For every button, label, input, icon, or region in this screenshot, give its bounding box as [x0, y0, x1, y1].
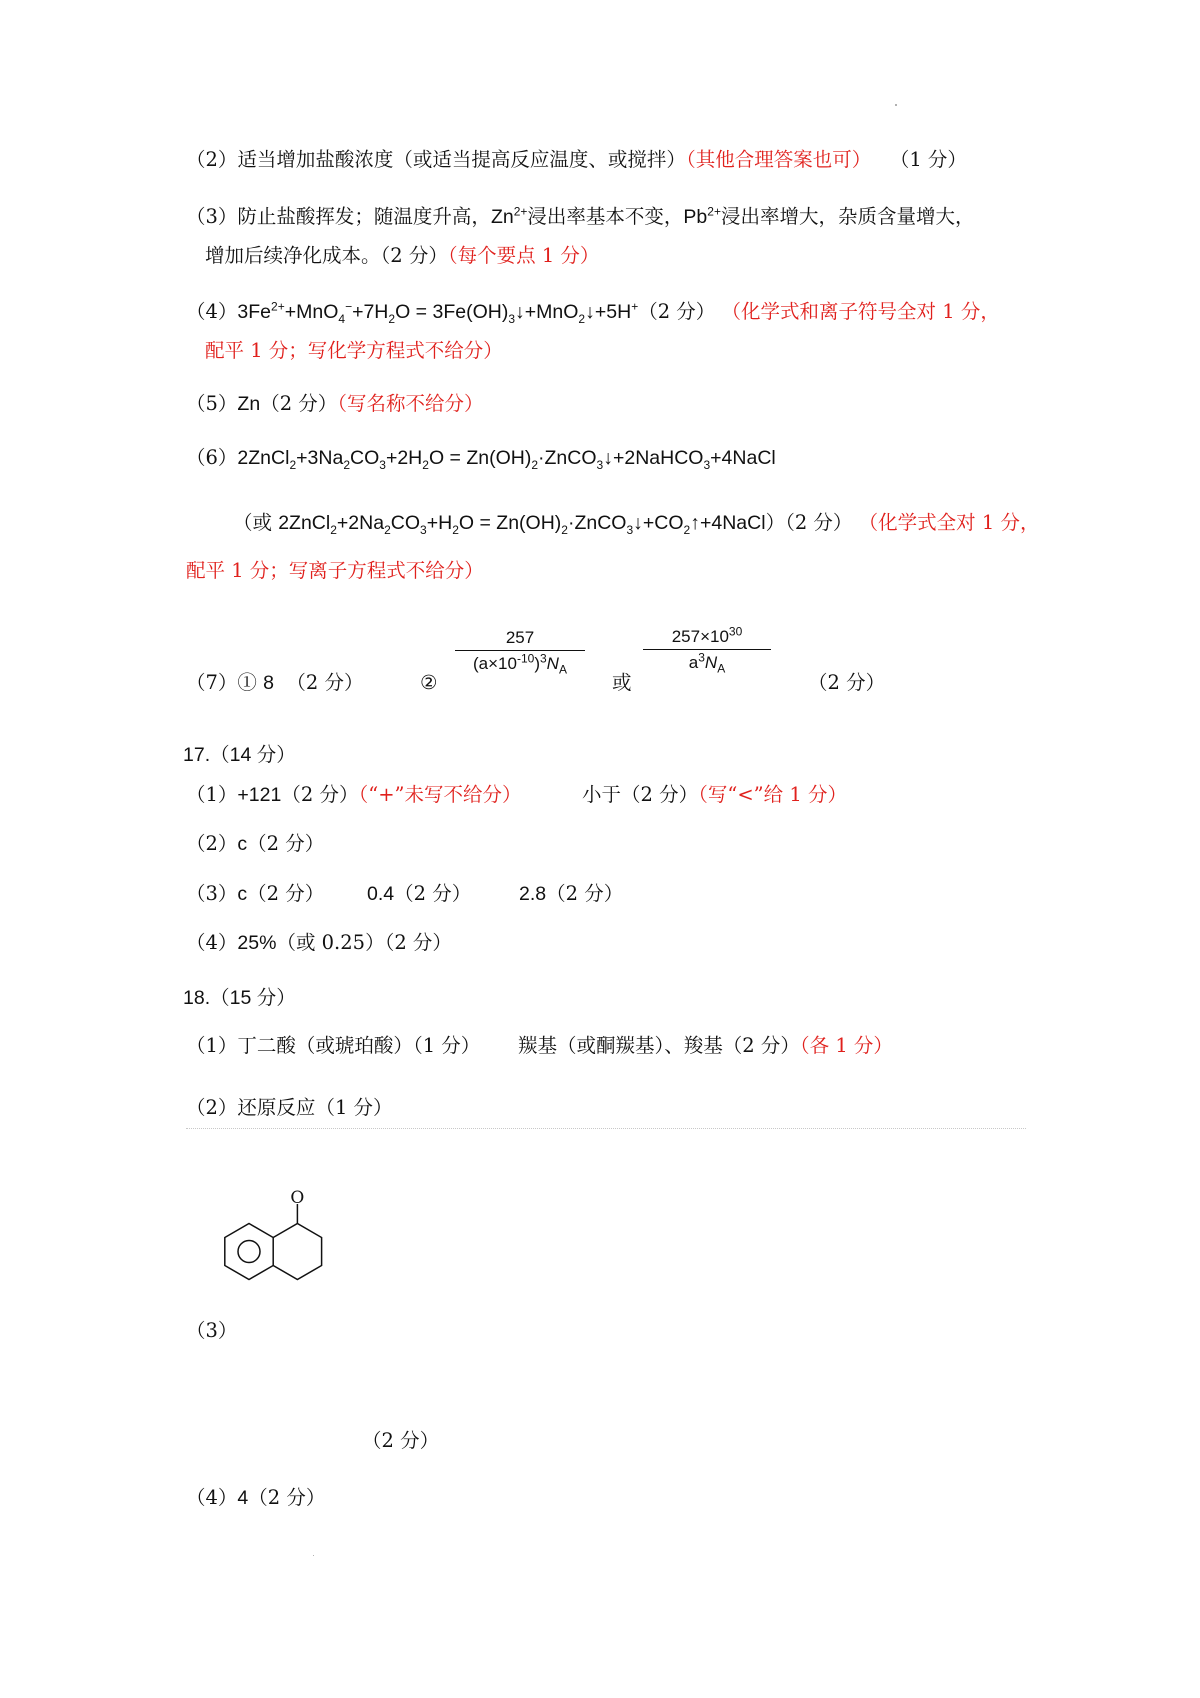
answer-text: 防止盐酸挥发；随温度升高，	[237, 205, 491, 228]
item-number: （7）	[186, 671, 238, 694]
score: （1 分）	[889, 148, 967, 171]
answer-text: 丁二酸（或琥珀酸）	[237, 1034, 413, 1057]
q16-part3-line2	[205, 242, 599, 270]
answer-value: c	[237, 883, 248, 905]
denominator: $a^3N_A$	[688, 650, 726, 676]
oxygen-atom-label: O	[290, 1188, 305, 1208]
tetralone-structure-diagram	[220, 1188, 370, 1314]
item-number: （5）	[186, 392, 238, 415]
item-number: （3）	[186, 205, 238, 228]
answer-value: 0.4	[367, 883, 395, 905]
q18-part3-num	[186, 1317, 237, 1345]
grading-note: 配平 1 分；写化学方程式不给分）	[205, 339, 503, 362]
q16-part4-line1	[186, 298, 1000, 326]
item-number: （4）	[186, 931, 238, 954]
answer-text: 小于	[582, 783, 622, 806]
q17-part1	[186, 781, 522, 809]
item-number: （6）	[186, 446, 238, 469]
answer-text: （或	[233, 511, 279, 534]
q16-part7-score2	[808, 669, 885, 697]
answer-value: 2.8	[519, 883, 547, 905]
answer-text: 增加后续净化成本。	[205, 244, 381, 267]
score: （2 分）	[362, 1429, 440, 1452]
q17-part1-b	[582, 781, 847, 809]
tetralone-skeleton	[225, 1204, 322, 1280]
score: （2 分）	[380, 244, 448, 267]
item-number: （4）	[186, 300, 238, 323]
q16-part7-or	[612, 669, 632, 697]
grading-note: （每个要点 1 分）	[447, 244, 600, 267]
q16-part5	[186, 390, 484, 418]
grading-note: （“+”未写不给分）	[358, 783, 522, 806]
q18-part2	[186, 1094, 393, 1122]
item-number: （1）	[186, 1034, 238, 1057]
score: （1 分）	[412, 1034, 481, 1057]
score: （2 分）	[384, 931, 452, 954]
density-fraction-1	[455, 628, 585, 677]
item-number: （2）	[186, 832, 238, 855]
score: （2 分）	[247, 832, 325, 855]
aromatic-circle	[238, 1241, 260, 1263]
score: （2 分）	[247, 882, 325, 905]
answer-value: 25%	[237, 932, 277, 954]
score: （2 分）	[621, 783, 699, 806]
answer-value: +121	[237, 784, 282, 806]
grading-note: （其他合理答案也可）	[685, 148, 872, 171]
q16-part2	[186, 146, 967, 174]
q18-header	[183, 984, 296, 1012]
question-header: 17.（14 分）	[183, 744, 296, 766]
q17-part3-b	[367, 880, 471, 908]
denominator: $(a\times 10^{-10})^3N_A$	[473, 651, 567, 677]
item-number: （2）	[186, 1096, 238, 1119]
q16-part4-line2	[205, 337, 503, 365]
alt-chemical-equation: $2ZnCl_2+2Na_2CO_3+H_2O$ = $Zn(OH)_2\cdot ZnCO_3↓+CO_2↑+4NaCl$	[278, 512, 766, 537]
sub-item-1: ①	[237, 671, 257, 694]
score: （2 分）	[281, 783, 359, 806]
numerator: $257\times 10^{30}$	[671, 624, 743, 646]
q16-part6-line3	[186, 557, 484, 585]
answer-text: 浸出率基本不变，	[527, 205, 684, 228]
score: （2 分）	[546, 882, 624, 905]
grading-note: （写名称不给分）	[337, 392, 484, 415]
q18-part1	[186, 1032, 480, 1060]
q17-part2	[186, 830, 324, 858]
item-number: （2）	[186, 148, 238, 171]
q16-part6-line2: （或 $2ZnCl_2+2Na_2CO_3+H_2O$ = $Zn(OH)_2\cdot ZnCO_3↓+CO_2↑+4NaCl)(2$ 分） （化学式全对 1 分，	[233, 511, 1040, 537]
answer-text: 羰基（或酮羰基）、羧基	[518, 1034, 723, 1057]
grading-note: （各 1 分）	[799, 1034, 893, 1057]
numerator: 257	[505, 628, 535, 647]
answer-text: Zn	[237, 393, 261, 415]
sub-item-2: ②	[420, 671, 438, 694]
or-text: 或	[612, 671, 632, 694]
grading-note: （写“<”给 1 分）	[698, 783, 847, 806]
scan-speck	[313, 1555, 314, 1556]
dotted-divider	[186, 1128, 1026, 1129]
benzene-ring	[225, 1224, 273, 1280]
q17-part4	[186, 929, 452, 957]
chemical-equation: $2ZnCl_2+3Na_2CO_3+2H_2O$ = $Zn(OH)_2\cdot ZnCO_3↓+2NaHCO_3+4NaCl$	[237, 447, 776, 472]
q17-header	[183, 741, 296, 769]
q17-part3	[186, 880, 324, 908]
item-number: （1）	[186, 783, 238, 806]
score: （2 分）	[785, 511, 853, 534]
score: （2 分）	[808, 671, 886, 694]
answer-value: c	[237, 833, 248, 855]
q16-part6-line1	[186, 444, 776, 472]
grading-note: （化学式和离子符号全对 1 分，	[721, 300, 1000, 323]
question-header: 18.（15 分）	[183, 987, 296, 1009]
grading-note: （化学式全对 1 分，	[858, 511, 1040, 534]
ion-charge: 2+	[513, 204, 528, 219]
ionic-equation: $3Fe^{2+}+MnO_4^-+7H_2O$ = $3Fe(OH)_3↓+MnO_2↓+5H^+$	[237, 299, 639, 326]
q16-part3-line1	[186, 203, 974, 231]
score: （2 分）	[722, 1034, 800, 1057]
answer-text: 还原反应	[237, 1096, 316, 1119]
score: （2 分）	[286, 671, 364, 694]
score: （2 分）	[248, 1486, 326, 1509]
item-number: （3）	[186, 1319, 238, 1342]
item-number: （3）	[186, 882, 238, 905]
q18-part4	[186, 1484, 325, 1512]
score: （2 分）	[260, 392, 338, 415]
q16-part7-circle2	[420, 669, 437, 697]
answer-text: 适当增加盐酸浓度（或适当提高反应温度、或搅拌）	[237, 148, 686, 171]
answer-value: 8	[263, 672, 274, 694]
cyclohexanone-ring	[273, 1224, 321, 1280]
ion-pb: Pb	[683, 206, 708, 228]
score: （1 分）	[315, 1096, 393, 1119]
q16-part7	[186, 669, 364, 697]
score: （2 分）	[394, 882, 472, 905]
ion-charge: 2+	[707, 204, 721, 219]
grading-note: 配平 1 分；写离子方程式不给分）	[186, 559, 484, 582]
score: （2 分）	[638, 300, 716, 323]
q18-part1-b	[518, 1032, 893, 1060]
density-fraction-2	[643, 624, 771, 676]
scan-speck	[895, 104, 897, 106]
answer-text: （或 0.25）	[276, 931, 385, 954]
answer-text: 浸出率增大，杂质含量增大，	[720, 205, 975, 228]
ion-zn: Zn	[490, 206, 514, 228]
q18-part3-score	[362, 1427, 439, 1455]
item-number: （4）	[186, 1486, 238, 1509]
q17-part3-c	[519, 880, 623, 908]
answer-value: 4	[237, 1487, 249, 1509]
